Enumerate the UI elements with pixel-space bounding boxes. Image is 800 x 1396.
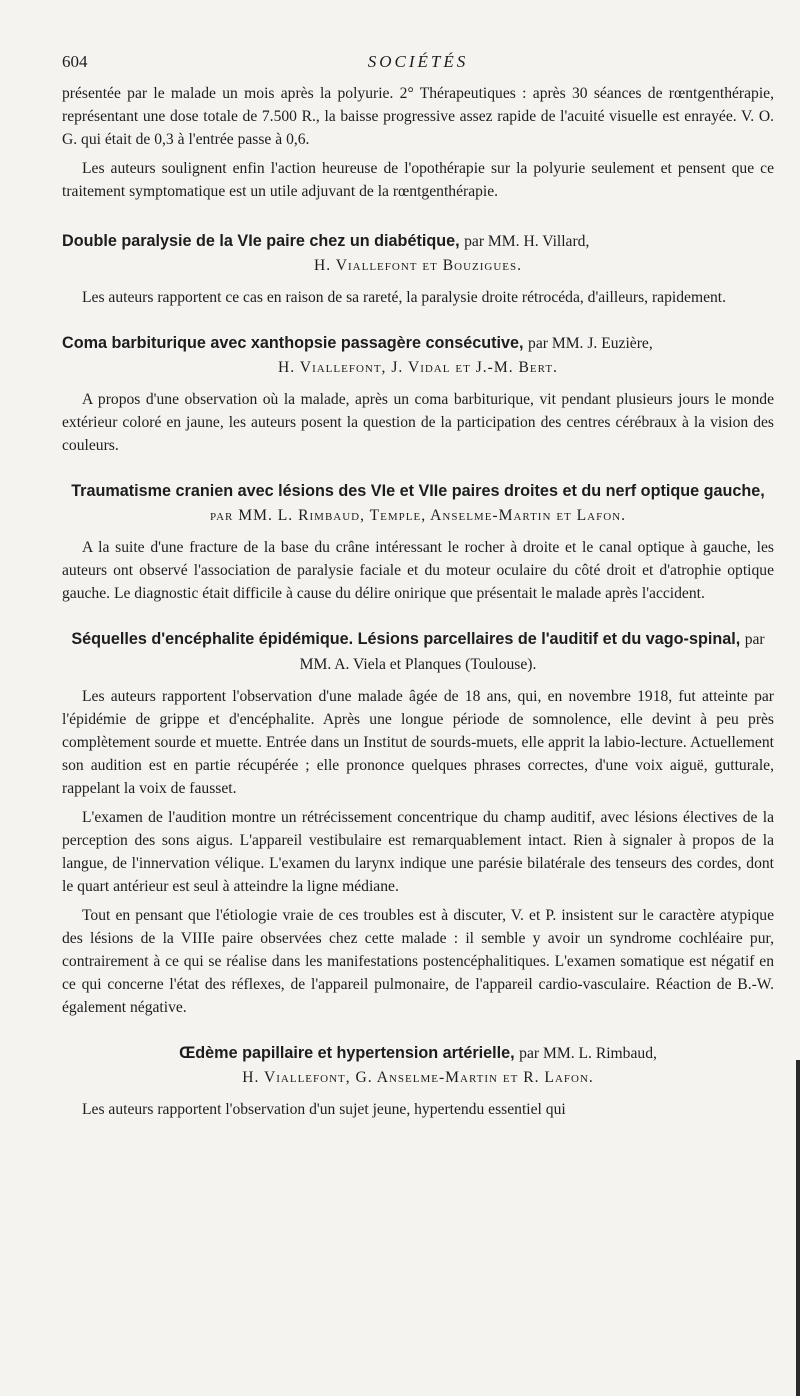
running-title: SOCIÉTÉS: [367, 52, 469, 71]
article-paragraph: A la suite d'une fracture de la base du crâne intéressant le rocher à droite et le canal optique à gauche, les auteurs ont observé l'association de paralysie faciale et du moteur oculaire du côté droit et d'atrophie optique gauche. Le diagnostic était difficile à cause du délire onirique que présentait le malade après l'accident.: [62, 539, 774, 602]
article: [62, 627, 774, 1019]
article-paragraph: Les auteurs rapportent l'observation d'une malade âgée de 18 ans, qui, en novembre 1918, fut atteinte par l'épidémie de grippe et d'encéphalite. Après une longue période de somnolence, elle devint à peu près complètement sourde et muette. Entrée dans un Institut de sourds-muets, elle apprit la labio-lecture. Actuellement son audition est en partie récupérée ; elle prononce quelques phrases correctes, d'une voix aiguë, gutturale, rappelant la voix de fausset.: [62, 688, 774, 797]
article-title: Œdème papillaire et hypertension artérielle, par MM. L. Rimbaud,: [179, 1044, 657, 1062]
intro-paragraph: Les auteurs soulignent enfin l'action heureuse de l'opothérapie sur la polyurie seulement et pensent que ce traitement symptomatique est un utile adjuvant de la rœntgenthérapie.: [62, 160, 774, 200]
article-authors: H. Viallefont, J. Vidal et J.-M. Bert.: [278, 359, 558, 376]
article: [62, 229, 774, 309]
article-title: Traumatisme cranien avec lésions des VIe et VIIe paires droites et du nerf optique gauche, par MM. L. Rimbaud, Temple, Anselme-Martin et Lafon.: [71, 482, 765, 524]
article-paragraph: A propos d'une observation où la malade, après un coma barbiturique, vit pendant plusieurs jours le monde extérieur coloré en jaune, les auteurs posent la question de la participation des centres cérébraux à la vision des couleurs.: [62, 391, 774, 454]
article-paragraph: Les auteurs rapportent ce cas en raison de sa rareté, la paralysie droite rétrocéda, d'ailleurs, rapidement.: [82, 289, 727, 306]
article-title: Double paralysie de la VIe paire chez un diabétique, par MM. H. Villard,: [62, 232, 590, 250]
page-number: 604: [62, 52, 88, 71]
article-paragraph: L'examen de l'audition montre un rétrécissement concentrique du champ auditif, avec lésions électives de la perception des sons aigus. L'appareil vestibulaire est remarquablement intact. Rien à signaler à propos de la langue, de l'innervation vélique. L'examen du larynx indique une parésie bilatérale des tenseurs des cordes, dont le quart antérieur est seul à atteindre la ligne médiane.: [62, 809, 774, 895]
article-byline: par MM. A. Viela et Planques (Toulouse).: [299, 631, 765, 673]
page-header: [62, 52, 774, 82]
article-byline: par MM. H. Villard,: [464, 233, 590, 250]
article-byline: par MM. J. Euzière,: [528, 335, 653, 352]
article-title: Coma barbiturique avec xanthopsie passagère consécutive, par MM. J. Euzière,: [62, 334, 653, 352]
page: [62, 52, 774, 1121]
article-authors: H. Viallefont, G. Anselme-Martin et R. Lafon.: [242, 1069, 594, 1086]
article-authors: H. Viallefont et Bouzigues.: [313, 257, 523, 274]
page-edge-shadow: [796, 1060, 800, 1396]
article-paragraph: Les auteurs rapportent l'observation d'un sujet jeune, hypertendu essentiel qui: [82, 1101, 566, 1118]
intro-paragraph: présentée par le malade un mois après la polyurie. 2° Thérapeutiques : après 30 séances de rœntgenthérapie, représentant une dose totale de 7.500 R., la baisse progressive assez rapide de l'acuité visuelle est enrayée. V. O. G. qui était de 0,3 à l'entrée passe à 0,6.: [62, 85, 774, 148]
article: [62, 479, 774, 605]
article-title: Séquelles d'encéphalite épidémique. Lésions parcellaires de l'auditif et du vago-spinal, par MM. A. Viela et Planques (Toulouse).: [71, 630, 765, 673]
article-byline: par MM. L. Rimbaud, Temple, Anselme-Martin et Lafon.: [209, 507, 627, 524]
article-paragraph: Tout en pensant que l'étiologie vraie de ces troubles est à discuter, V. et P. insistent sur le caractère atypique des lésions de la VIIIe paire observées chez cette malade : il semble y avoir un syndrome cochléaire pur, contrairement à ce qui se réalise dans les manifestations postencéphalitiques. L'examen somatique est négatif en ce qui concerne l'état des réflexes, de l'appareil pulmonaire, de l'appareil cardio-vasculaire. Réaction de B.-W. également négative.: [62, 907, 774, 1016]
article: [62, 331, 774, 457]
intro-section: [62, 82, 774, 203]
article-byline: par MM. L. Rimbaud,: [519, 1045, 657, 1062]
article: [62, 1041, 774, 1121]
